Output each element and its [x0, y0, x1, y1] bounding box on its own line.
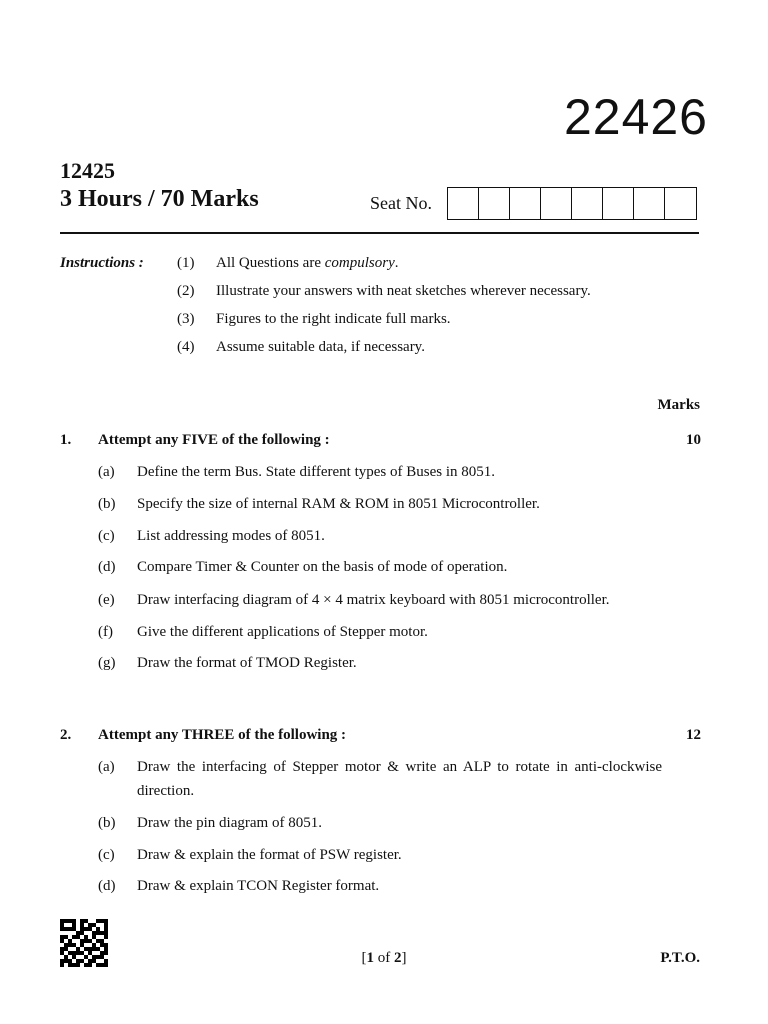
- sub-question: [98, 874, 662, 898]
- sub-question-text: Draw the interfacing of Stepper motor & write an ALP to rotate in anti-clockwise direction.: [137, 759, 662, 799]
- marks-column-heading: Marks: [657, 397, 700, 413]
- question-heading: [60, 432, 701, 449]
- question-marks: 10: [686, 432, 701, 448]
- question-title: Attempt any FIVE of the following :: [98, 432, 330, 448]
- seat-number-box[interactable]: [572, 188, 603, 219]
- sub-question-label: (a): [98, 464, 115, 480]
- sub-question: [98, 588, 678, 612]
- header-divider: [60, 232, 699, 234]
- sub-question-text: Draw the pin diagram of 8051.: [137, 815, 322, 831]
- seat-number-box[interactable]: [448, 188, 479, 219]
- seat-number-box[interactable]: [665, 188, 696, 219]
- sub-question-label: (d): [98, 878, 116, 894]
- sub-question: [98, 524, 662, 548]
- sub-question-label: (d): [98, 559, 116, 575]
- seat-number-box[interactable]: [510, 188, 541, 219]
- sub-question-text: Draw the format of TMOD Register.: [137, 655, 357, 671]
- question-title: Attempt any THREE of the following :: [98, 727, 347, 743]
- instruction-item: [177, 311, 451, 328]
- sub-question: [98, 460, 662, 484]
- question-number: 1.: [60, 432, 72, 448]
- sub-question-label: (f): [98, 624, 113, 640]
- instruction-text: Assume suitable data, if necessary.: [216, 339, 425, 355]
- seat-number-box[interactable]: [603, 188, 634, 219]
- sub-question: [98, 811, 662, 835]
- instruction-item: [177, 283, 591, 300]
- sub-question-text: Specify the size of internal RAM & ROM in 8051 Microcontroller.: [137, 496, 540, 512]
- sub-question-text: Draw & explain TCON Register format.: [137, 878, 380, 894]
- instruction-number: (4): [177, 339, 195, 355]
- sub-question-text: Define the term Bus. State different types of Buses in 8051.: [137, 464, 495, 480]
- subject-code: 12425: [60, 158, 115, 183]
- sub-question-label: (c): [98, 528, 115, 544]
- instruction-number: (3): [177, 311, 195, 327]
- sub-question-text: Draw interfacing diagram of 4 × 4 matrix keyboard with 8051 microcontroller.: [137, 592, 610, 608]
- total-pages: 2: [394, 950, 402, 966]
- sub-question: [98, 755, 662, 803]
- paper-code: 22426: [563, 89, 708, 145]
- sub-question-text: Draw & explain the format of PSW register.: [137, 847, 402, 863]
- page-number: [1 of 2]: [361, 950, 407, 966]
- sub-question: [98, 492, 662, 516]
- sub-question: [98, 620, 662, 644]
- question-marks: 12: [686, 727, 701, 743]
- sub-question-label: (g): [98, 655, 116, 671]
- instruction-emphasis: compulsory: [324, 255, 395, 271]
- sub-question: [98, 555, 662, 579]
- sub-question-label: (c): [98, 847, 115, 863]
- seat-number-label: Seat No.: [370, 193, 432, 213]
- instruction-text: Illustrate your answers with neat sketches wherever necessary.: [216, 283, 591, 299]
- sub-question: [98, 843, 662, 867]
- sub-question-text: List addressing modes of 8051.: [137, 528, 325, 544]
- seat-number-box[interactable]: [634, 188, 665, 219]
- exam-duration-marks: 3 Hours / 70 Marks: [60, 186, 259, 212]
- question-number: 2.: [60, 727, 72, 743]
- seat-number-box[interactable]: [541, 188, 572, 219]
- seat-number-boxes[interactable]: [447, 187, 697, 220]
- instruction-text: All Questions are compulsory.: [216, 255, 399, 271]
- sub-question-label: (b): [98, 815, 116, 831]
- sub-question: [98, 651, 662, 675]
- sub-question-label: (b): [98, 496, 116, 512]
- instruction-text: Figures to the right indicate full marks.: [216, 311, 451, 327]
- current-page: 1: [366, 950, 374, 966]
- instructions-label: Instructions :: [60, 255, 144, 271]
- question-heading: [60, 727, 701, 744]
- sub-question-text: Give the different applications of Stepper motor.: [137, 624, 428, 640]
- instruction-item: [177, 255, 398, 272]
- instruction-number: (1): [177, 255, 195, 271]
- sub-question-label: (a): [98, 759, 115, 775]
- seat-number-box[interactable]: [479, 188, 510, 219]
- instruction-item: [177, 339, 425, 356]
- instruction-number: (2): [177, 283, 195, 299]
- please-turn-over: P.T.O.: [660, 950, 700, 966]
- sub-question-text: Compare Timer & Counter on the basis of mode of operation.: [137, 559, 508, 575]
- sub-question-label: (e): [98, 592, 115, 608]
